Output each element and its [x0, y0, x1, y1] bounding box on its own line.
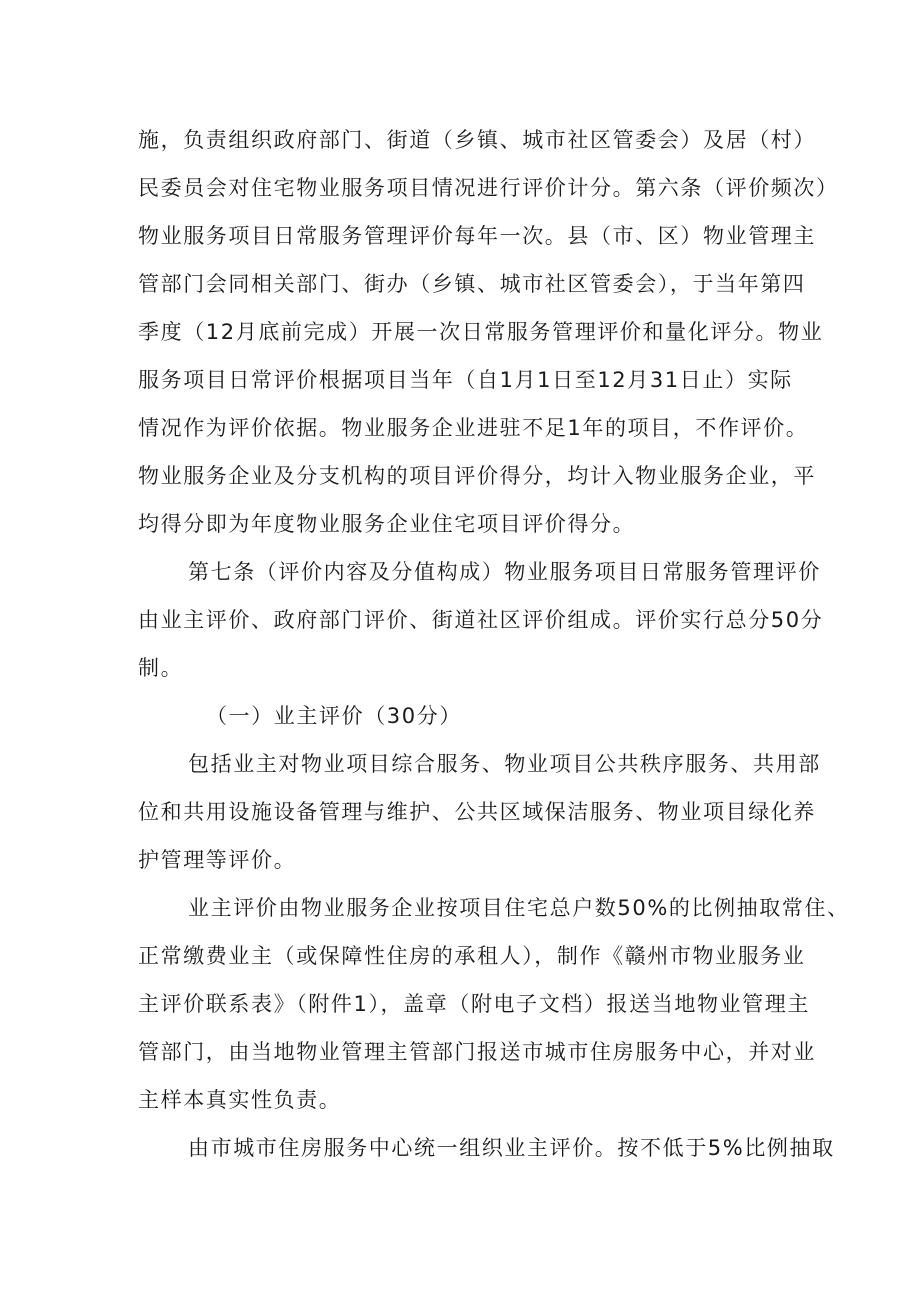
text-line: 物业服务项目日常服务管理评价每年一次。县（市、区）物业管理主 [138, 224, 816, 248]
text-line: 位和共用设施设备管理与维护、公共区域保洁服务、物业项目绿化养 [138, 800, 816, 824]
text-line: 管部门，由当地物业管理主管部门报送市城市住房服务中心，并对业 [138, 1040, 816, 1064]
text-line: 主评价联系表》（附件1），盖章（附电子文档）报送当地物业管理主 [138, 992, 810, 1016]
text-line: 季度（12月底前完成）开展一次日常服务管理评价和量化评分。物业 [138, 320, 824, 344]
text-line: 情况作为评价依据。物业服务企业进驻不足1年的项目，不作评价。 [138, 416, 809, 440]
text-line: 制。 [138, 656, 184, 680]
text-line: 正常缴费业主（或保障性住房的承租人），制作《赣州市物业服务业 [138, 944, 806, 968]
text-line: 施，负责组织政府部门、街道（乡镇、城市社区管委会）及居（村） [138, 128, 816, 152]
section-heading: （一）业主评价（30分） [206, 704, 462, 728]
paragraph-start-line: 业主评价由物业服务企业按项目住宅总户数50%的比例抽取常住、 [188, 896, 850, 920]
paragraph-start-line: 第七条（评价内容及分值构成）物业服务项目日常服务管理评价 [188, 560, 821, 584]
text-line: 服务项目日常评价根据项目当年（自1月1日至12月31日止）实际 [138, 368, 793, 392]
text-line: 主样本真实性负责。 [138, 1088, 342, 1112]
paragraph-start-line: 由市城市住房服务中心统一组织业主评价。按不低于5%比例抽取 [188, 1136, 835, 1160]
text-line: 由业主评价、政府部门评价、街道社区评价组成。评价实行总分50分 [138, 608, 824, 632]
text-line: 护管理等评价。 [138, 848, 297, 872]
text-line: 物业服务企业及分支机构的项目评价得分，均计入物业服务企业，平 [138, 464, 816, 488]
paragraph-start-line: 包括业主对物业项目综合服务、物业项目公共秩序服务、共用部 [188, 752, 821, 776]
text-line: 民委员会对住宅物业服务项目情况进行评价计分。第六条（评价频次） [138, 176, 839, 200]
text-line: 管部门会同相关部门、街办（乡镇、城市社区管委会），于当年第四 [138, 272, 806, 296]
text-line: 均得分即为年度物业服务企业住宅项目评价得分。 [138, 512, 636, 536]
